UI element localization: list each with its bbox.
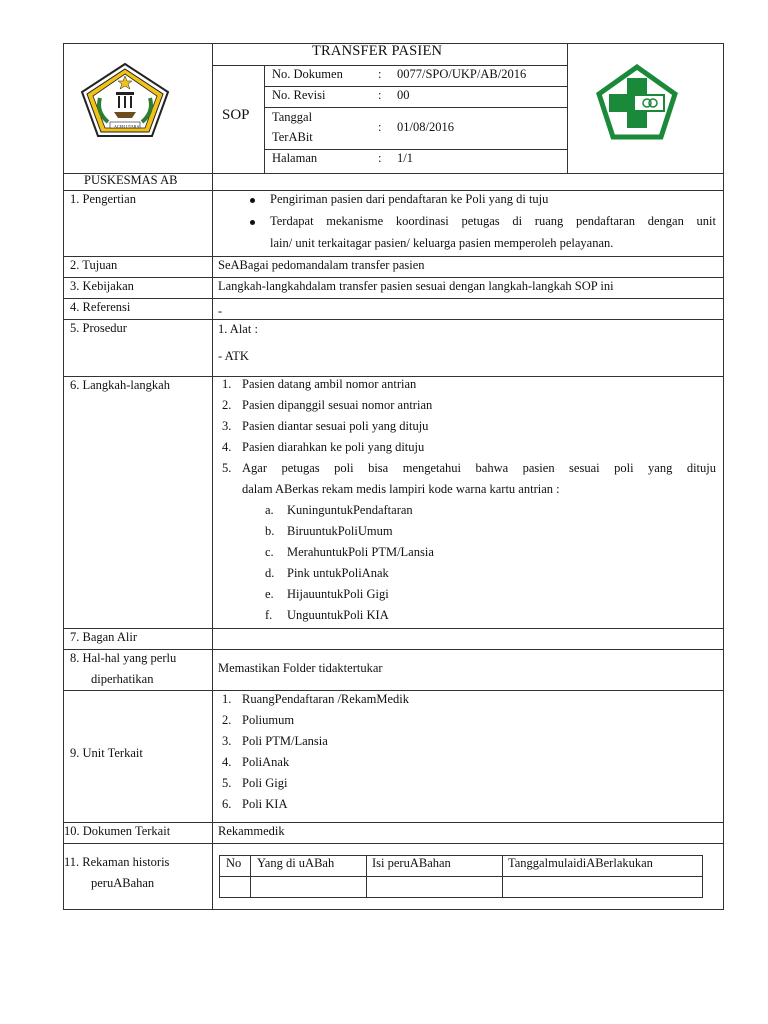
- row-line-unit-top: [63, 690, 724, 691]
- meta-label-dokumen: No. Dokumen: [272, 67, 343, 81]
- meta-value-dokumen: 0077/SPO/UKP/AB/2016: [397, 67, 527, 81]
- sub-text: HijauuntukPoli Gigi: [287, 587, 389, 601]
- meta-sep-revisi: :: [378, 88, 382, 102]
- sub-text: Pink untukPoliAnak: [287, 566, 389, 580]
- row-line-bagan-top: [63, 628, 724, 629]
- sub-text: BiruuntukPoliUmum: [287, 524, 393, 538]
- label-bagan-alir: 7. Bagan Alir: [70, 630, 138, 644]
- step-num: 2.: [222, 398, 232, 412]
- history-table-header-line: [219, 876, 703, 877]
- row-line-kebijakan-top: [63, 277, 724, 278]
- meta-label-halaman: Halaman: [272, 151, 318, 165]
- meta-value-halaman: 1/1: [397, 151, 413, 165]
- sub-text: MerahuntukPoli PTM/Lansia: [287, 545, 434, 559]
- sub-text: UnguuntukPoli KIA: [287, 608, 389, 622]
- history-header-isi-perubahan: Isi peruABahan: [372, 856, 451, 870]
- step-text: Agar petugas poli bisa mengetahui bahwa pasien sesuai poli yang dituju: [242, 461, 716, 475]
- unit-text: Poli Gigi: [242, 776, 288, 790]
- step-text: Pasien dipanggil sesuai nomor antrian: [242, 398, 433, 412]
- history-col-divider: [502, 855, 503, 898]
- meta-label-revisi: No. Revisi: [272, 88, 326, 102]
- step-num: 5.: [222, 461, 232, 475]
- label-pengertian: 1. Pengertian: [70, 192, 136, 206]
- emblem-banner-text: ACEH UTARA: [114, 124, 140, 129]
- unit-text: Poli PTM/Lansia: [242, 734, 328, 748]
- pengertian-bullet-2: Terdapat mekanisme koordinasi petugas di ruang pendaftaran dengan unit: [270, 214, 716, 228]
- meta-value-tanggal: 01/08/2016: [397, 120, 454, 134]
- label-rekaman-historis: 11. Rekaman historis: [64, 855, 170, 869]
- step-text: Pasien diantar sesuai poli yang dituju: [242, 419, 429, 433]
- meta-label-tanggal: Tanggal: [272, 110, 313, 124]
- sub-letter: c.: [265, 545, 274, 559]
- label-perubahan: peruABahan: [91, 876, 155, 890]
- history-header-tanggal: TanggalmulaidiABerlakukan: [508, 856, 653, 870]
- row-line-tujuan-top: [63, 256, 724, 257]
- hal-text: Memastikan Folder tidaktertukar: [218, 661, 383, 675]
- tujuan-text: SeABagai pedomandalam transfer pasien: [218, 258, 425, 272]
- bullet-dot: [250, 198, 255, 203]
- step-num: 1.: [222, 377, 232, 391]
- sub-letter: d.: [265, 566, 275, 580]
- step-text: Pasien diarahkan ke poli yang dituju: [242, 440, 425, 454]
- sub-letter: e.: [265, 587, 274, 601]
- pengertian-bullet-1: Pengiriman pasien dari pendaftaran ke Poli yang di tuju: [270, 192, 549, 206]
- row-line-hal-top: [63, 649, 724, 650]
- regency-emblem-icon: [78, 60, 172, 138]
- meta-sep-tanggal: :: [378, 120, 382, 134]
- meta-line-1: [264, 86, 567, 87]
- unit-text: RuangPendaftaran /RekamMedik: [242, 692, 409, 706]
- unit-text: PoliAnak: [242, 755, 290, 769]
- history-header-no: No: [226, 856, 242, 870]
- row-line-dokumen-top: [63, 822, 724, 823]
- label-kebijakan: 3. Kebijakan: [70, 279, 134, 293]
- unit-num: 6.: [222, 797, 232, 811]
- prosedur-line-1: 1. Alat :: [218, 322, 258, 336]
- unit-num: 1.: [222, 692, 232, 706]
- meta-sep-halaman: :: [378, 151, 382, 165]
- label-prosedur: 5. Prosedur: [70, 321, 127, 335]
- sop-column-divider: [264, 65, 265, 173]
- pengertian-bullet-2-cont: lain/ unit terkaitagar pasien/ keluarga pasien memperoleh pelayanan.: [270, 236, 614, 250]
- dokumen-text: Rekammedik: [218, 824, 285, 838]
- label-tujuan: 2. Tujuan: [70, 258, 118, 272]
- unit-text: Poliumum: [242, 713, 295, 727]
- meta-sep-dokumen: :: [378, 67, 382, 81]
- org-name: PUSKESMAS AB: [84, 173, 178, 187]
- sub-letter: b.: [265, 524, 275, 538]
- row-line-referensi-top: [63, 298, 724, 299]
- puskesmas-cross-logo-icon: [595, 64, 679, 140]
- label-unit-terkait: 9. Unit Terkait: [70, 746, 143, 760]
- label-dokumen-terkait: 10. Dokumen Terkait: [64, 824, 171, 838]
- meta-label-terabit: TerABit: [272, 130, 313, 144]
- kebijakan-text: Langkah-langkahdalam transfer pasien sesuai dengan langkah-langkah SOP ini: [218, 279, 614, 293]
- unit-text: Poli KIA: [242, 797, 288, 811]
- document-title: TRANSFER PASIEN: [312, 43, 443, 59]
- meta-value-revisi: 00: [397, 88, 410, 102]
- row-line-pengertian-top: [63, 190, 724, 191]
- step-num: 3.: [222, 419, 232, 433]
- history-col-divider: [366, 855, 367, 898]
- sub-letter: f.: [265, 608, 273, 622]
- label-hal-hal: 8. Hal-hal yang perlu: [70, 651, 177, 665]
- label-diperhatikan: diperhatikan: [91, 672, 154, 686]
- label-referensi: 4. Referensi: [70, 300, 131, 314]
- referensi-text: -: [218, 304, 223, 318]
- unit-num: 2.: [222, 713, 232, 727]
- prosedur-line-2: - ATK: [218, 349, 249, 363]
- bullet-dot: [250, 220, 255, 225]
- label-langkah: 6. Langkah-langkah: [70, 378, 170, 392]
- history-col-divider: [250, 855, 251, 898]
- meta-line-3: [264, 149, 567, 150]
- title-underline: [212, 65, 567, 66]
- step-text-cont: dalam ABerkas rekam medis lampiri kode warna kartu antrian :: [242, 482, 560, 496]
- history-header-yang-diubah: Yang di uABah: [257, 856, 335, 870]
- step-num: 4.: [222, 440, 232, 454]
- sop-label: SOP: [222, 107, 250, 123]
- row-line-prosedur-top: [63, 319, 724, 320]
- unit-num: 5.: [222, 776, 232, 790]
- unit-num: 3.: [222, 734, 232, 748]
- meta-line-2: [264, 107, 567, 108]
- unit-num: 4.: [222, 755, 232, 769]
- step-text: Pasien datang ambil nomor antrian: [242, 377, 417, 391]
- sub-letter: a.: [265, 503, 274, 517]
- header-right-divider: [567, 43, 568, 173]
- sub-text: KuninguntukPendaftaran: [287, 503, 413, 517]
- row-line-rekaman-top: [63, 843, 724, 844]
